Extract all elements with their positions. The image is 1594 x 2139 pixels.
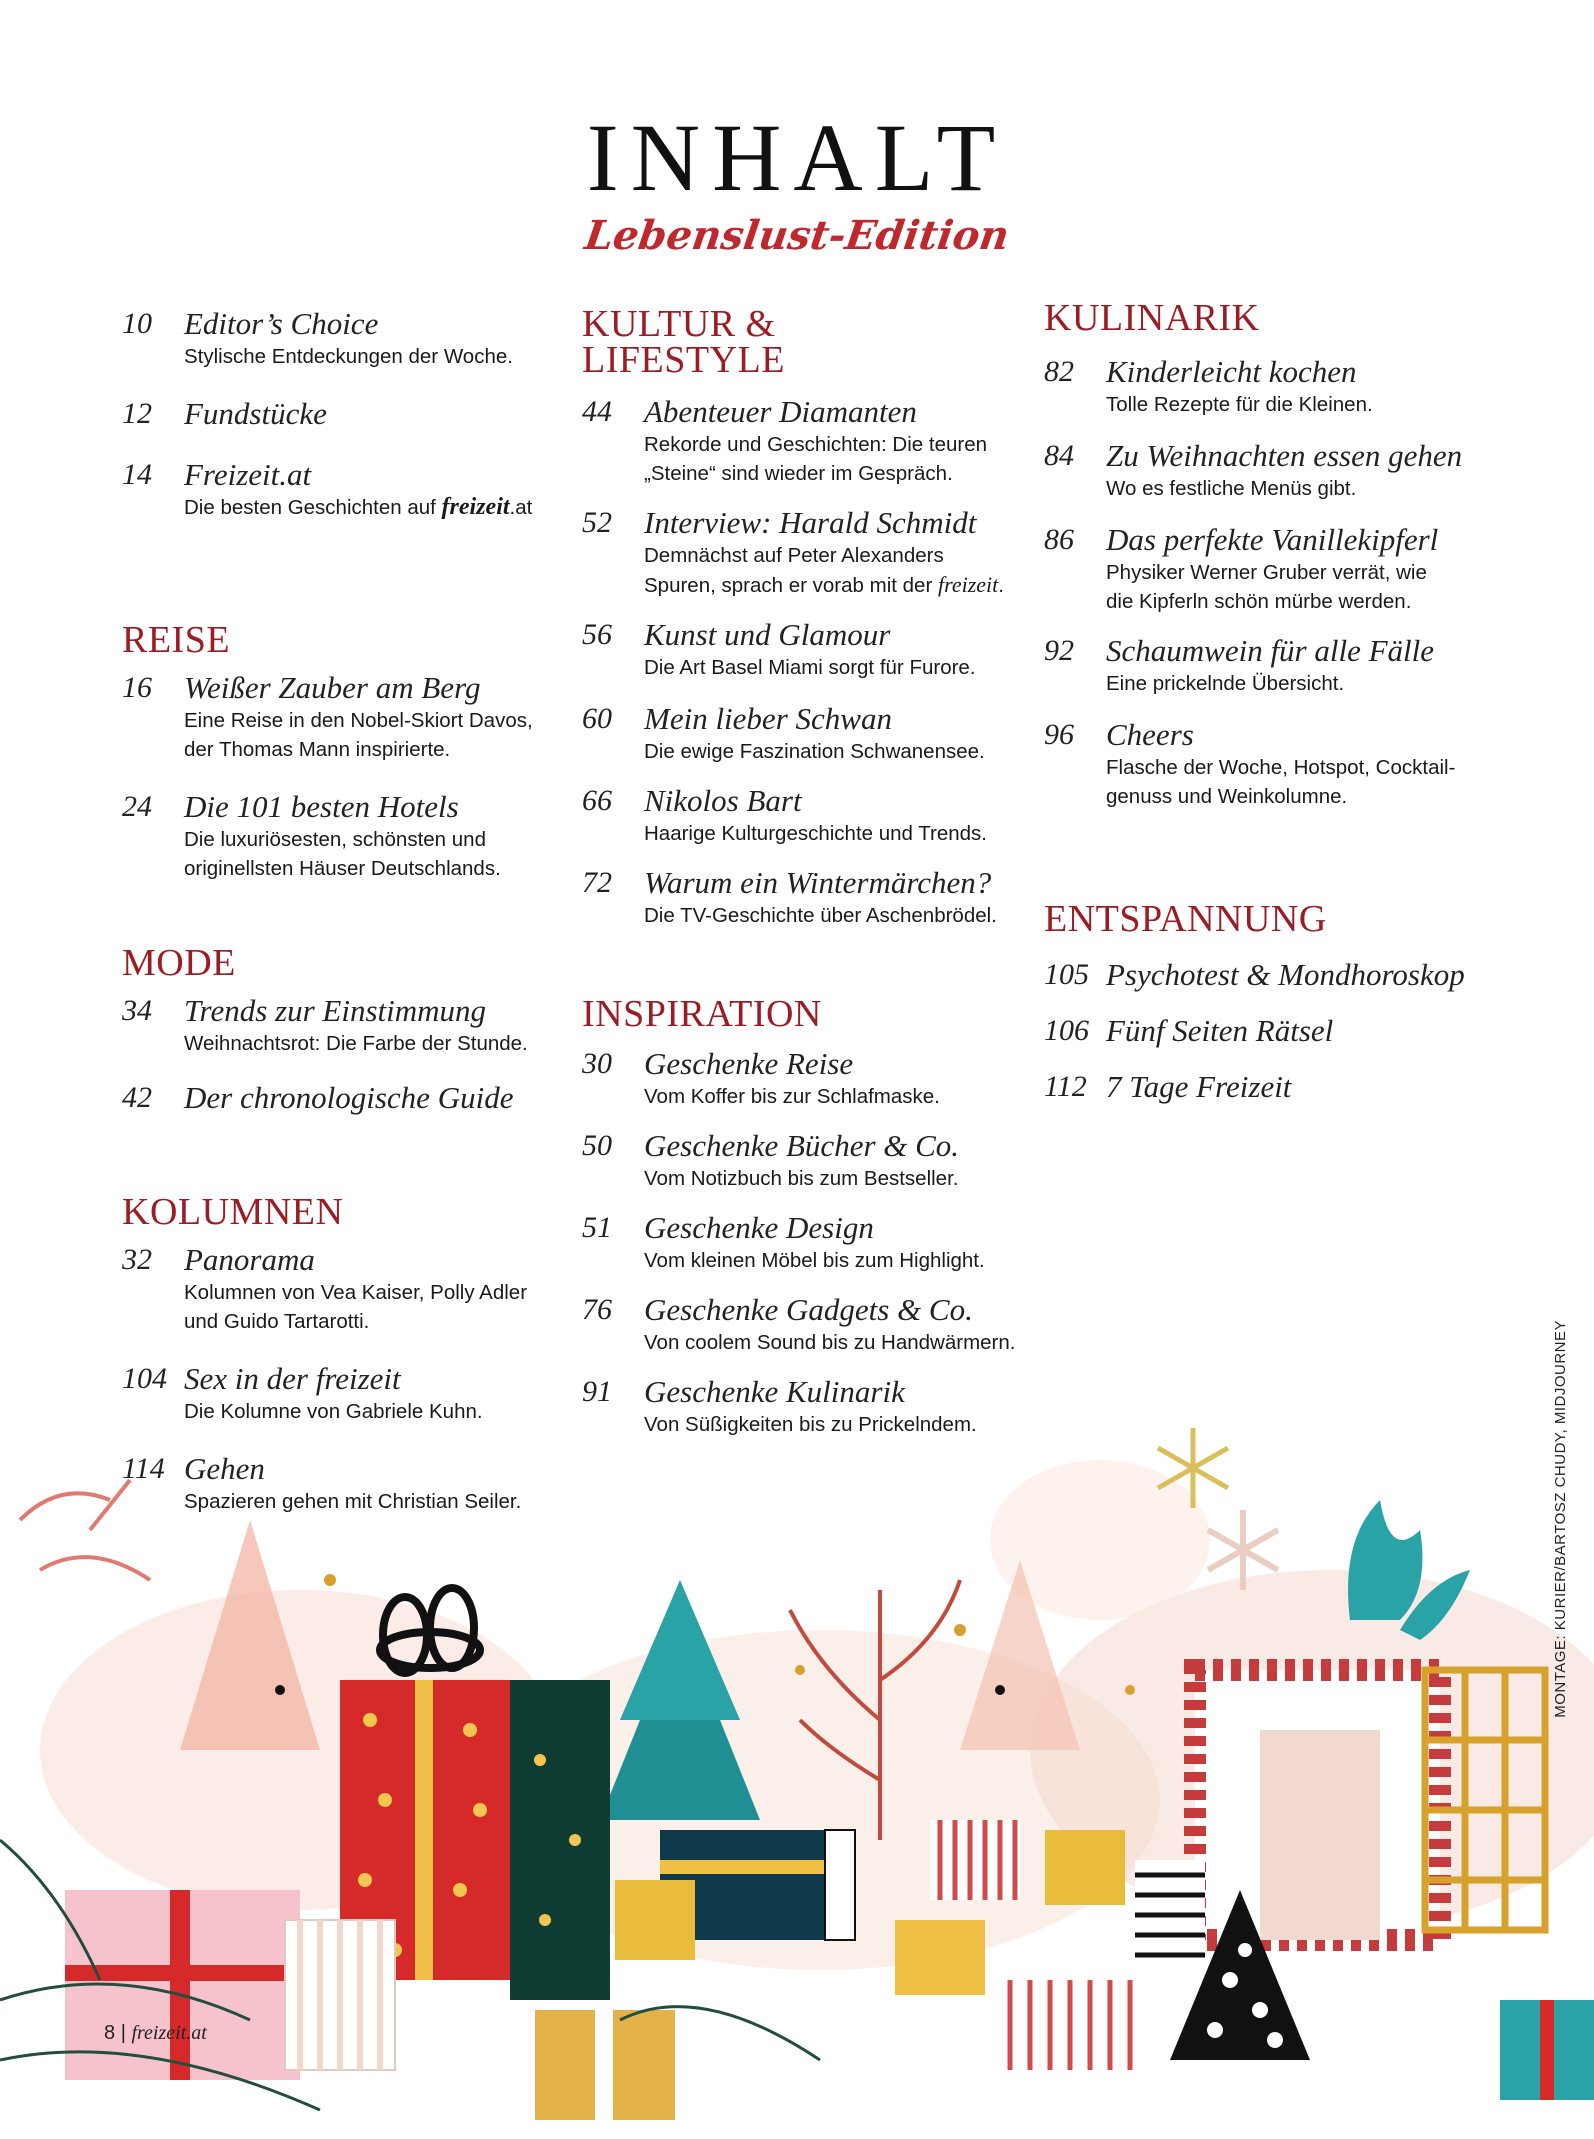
entry-title: Editor’s Choice bbox=[184, 306, 379, 341]
page-number: 84 bbox=[1044, 439, 1074, 472]
entry-title: Der chronologische Guide bbox=[184, 1080, 514, 1115]
entry-title: Cheers bbox=[1106, 717, 1194, 752]
toc-entry[interactable] bbox=[122, 670, 582, 764]
entry-title: Das perfekte Vanillekipferl bbox=[1106, 522, 1439, 557]
toc-entry[interactable] bbox=[122, 306, 582, 371]
toc-entry[interactable] bbox=[1044, 438, 1524, 503]
toc-column-2 bbox=[582, 303, 1042, 1439]
entry-desc: Flasche der Woche, Hotspot, Cocktail- bbox=[1106, 756, 1456, 779]
page-number: 92 bbox=[1044, 634, 1074, 667]
entry-desc: Die Art Basel Miami sorgt für Furore. bbox=[644, 656, 976, 679]
toc-entry[interactable] bbox=[1044, 522, 1524, 616]
page-number: 52 bbox=[582, 506, 612, 539]
page-number: 114 bbox=[122, 1452, 165, 1485]
entry-desc: Vom Notizbuch bis zum Bestseller. bbox=[644, 1167, 959, 1190]
page-number: 60 bbox=[582, 702, 612, 735]
entry-desc: originellsten Häuser Deutschlands. bbox=[184, 857, 501, 880]
entry-desc: Haarige Kulturgeschichte und Trends. bbox=[644, 822, 988, 845]
page-number: 24 bbox=[122, 790, 152, 823]
toc-entry[interactable] bbox=[582, 394, 1042, 488]
page-number: 34 bbox=[122, 994, 152, 1027]
entry-desc: die Kipferln schön mürbe werden. bbox=[1106, 590, 1412, 613]
entry-title: Weißer Zauber am Berg bbox=[184, 670, 481, 705]
entry-title: Panorama bbox=[184, 1242, 315, 1277]
entry-desc: Stylische Entdeckungen der Woche. bbox=[184, 345, 513, 368]
toc-entry[interactable] bbox=[1044, 633, 1524, 698]
freizeit-brand: freizeit bbox=[441, 494, 510, 520]
section-heading-kulinarik: KULINARIK bbox=[1044, 297, 1260, 339]
entry-title: Die 101 besten Hotels bbox=[184, 789, 459, 824]
toc-column-1 bbox=[122, 306, 582, 1516]
entry-desc: Rekorde und Geschichten: Die teuren bbox=[644, 433, 988, 456]
entry-desc: Eine prickelnde Übersicht. bbox=[1106, 672, 1345, 695]
toc-entry[interactable] bbox=[582, 1046, 1042, 1111]
section-heading-kolumnen: KOLUMNEN bbox=[122, 1191, 344, 1233]
entry-desc: Die TV-Geschichte über Aschenbrödel. bbox=[644, 904, 997, 927]
toc-entry[interactable] bbox=[122, 993, 582, 1058]
footer-separator: | bbox=[120, 2022, 126, 2044]
footer-page-number: 8 bbox=[104, 2022, 116, 2044]
page-number: 16 bbox=[122, 671, 152, 704]
page-number: 105 bbox=[1044, 958, 1089, 991]
christmas-gifts-illustration bbox=[0, 1420, 1594, 2139]
page-number: 112 bbox=[1044, 1070, 1087, 1103]
section-heading-kultur-lifestyle: KULTUR & LIFESTYLE bbox=[582, 303, 785, 381]
entry-desc: Weihnachtsrot: Die Farbe der Stunde. bbox=[184, 1032, 528, 1055]
entry-desc: Eine Reise in den Nobel-Skiort Davos, bbox=[184, 709, 533, 732]
entry-title: 7 Tage Freizeit bbox=[1106, 1069, 1292, 1104]
freizeit-brand: freizeit bbox=[937, 572, 999, 597]
toc-entry[interactable] bbox=[582, 701, 1042, 766]
page-number: 76 bbox=[582, 1293, 612, 1326]
entry-desc: Tolle Rezepte für die Kleinen. bbox=[1106, 393, 1373, 416]
entry-title: Geschenke Bücher & Co. bbox=[644, 1128, 960, 1163]
toc-column-3 bbox=[1044, 297, 1524, 1105]
page-number: 42 bbox=[122, 1081, 152, 1114]
section-heading-reise: REISE bbox=[122, 619, 231, 661]
entry-title: Warum ein Wintermärchen? bbox=[644, 865, 992, 900]
toc-entry[interactable] bbox=[122, 1361, 582, 1426]
page-title: INHALT bbox=[586, 104, 1008, 211]
toc-entry[interactable] bbox=[582, 865, 1042, 930]
toc-entry[interactable] bbox=[122, 789, 582, 883]
photo-credit: MONTAGE: KURIER/BARTOSZ CHUDY, MIDJOURNEY bbox=[1552, 1320, 1569, 1718]
entry-title: Kinderleicht kochen bbox=[1106, 354, 1357, 389]
entry-title: Geschenke Gadgets & Co. bbox=[644, 1292, 973, 1327]
entry-desc: Die besten Geschichten auf freizeit.at bbox=[184, 494, 533, 520]
entry-title: Interview: Harald Schmidt bbox=[644, 505, 977, 540]
toc-entry[interactable] bbox=[122, 457, 582, 522]
page-number: 56 bbox=[582, 618, 612, 651]
entry-title: Abenteuer Diamanten bbox=[644, 394, 917, 429]
entry-title: Schaumwein für alle Fälle bbox=[1106, 633, 1435, 668]
page-number: 86 bbox=[1044, 523, 1074, 556]
toc-entry[interactable] bbox=[1044, 957, 1524, 993]
entry-desc: Von coolem Sound bis zu Handwärmern. bbox=[644, 1331, 1016, 1354]
toc-entry[interactable] bbox=[582, 1292, 1042, 1357]
entry-title: Geschenke Reise bbox=[644, 1046, 854, 1081]
toc-entry[interactable] bbox=[582, 783, 1042, 848]
toc-entry[interactable] bbox=[122, 1242, 582, 1336]
entry-desc: Kolumnen von Vea Kaiser, Polly Adler bbox=[184, 1281, 528, 1304]
section-heading-inspiration: INSPIRATION bbox=[582, 993, 822, 1035]
page-number: 96 bbox=[1044, 718, 1074, 751]
page-number: 32 bbox=[122, 1243, 152, 1276]
entry-title: Gehen bbox=[184, 1451, 265, 1486]
entry-title: Fünf Seiten Rätsel bbox=[1106, 1013, 1334, 1048]
entry-desc: Die Kolumne von Gabriele Kuhn. bbox=[184, 1400, 483, 1423]
toc-entry[interactable] bbox=[1044, 1013, 1524, 1049]
entry-desc: Die ewige Faszination Schwanensee. bbox=[644, 740, 985, 763]
entry-desc: Vom kleinen Möbel bis zum Highlight. bbox=[644, 1249, 985, 1272]
page-number: 66 bbox=[582, 784, 612, 817]
page-number: 14 bbox=[122, 458, 152, 491]
page-number: 44 bbox=[582, 395, 612, 428]
entry-title: Fundstücke bbox=[184, 396, 327, 431]
page-number: 104 bbox=[122, 1362, 167, 1395]
toc-entry[interactable] bbox=[582, 617, 1042, 682]
toc-entry[interactable] bbox=[1044, 354, 1524, 419]
entry-desc: der Thomas Mann inspirierte. bbox=[184, 738, 451, 761]
entry-title: Freizeit.at bbox=[184, 457, 312, 492]
entry-desc: und Guido Tartarotti. bbox=[184, 1310, 370, 1333]
entry-title: Zu Weihnachten essen gehen bbox=[1106, 438, 1463, 473]
toc-entry[interactable] bbox=[582, 1128, 1042, 1193]
entry-title: Nikolos Bart bbox=[644, 783, 802, 818]
page-number: 106 bbox=[1044, 1014, 1089, 1047]
page-footer bbox=[104, 2022, 207, 2045]
entry-title: Mein lieber Schwan bbox=[644, 701, 892, 736]
section-heading-mode: MODE bbox=[122, 942, 236, 984]
entry-desc: Vom Koffer bis zur Schlafmaske. bbox=[644, 1085, 940, 1108]
entry-title: Sex in der freizeit bbox=[184, 1361, 401, 1396]
toc-entry[interactable] bbox=[582, 505, 1042, 600]
toc-entry[interactable] bbox=[1044, 717, 1524, 811]
entry-title: Trends zur Einstimmung bbox=[184, 993, 487, 1028]
entry-desc: Spazieren gehen mit Christian Seiler. bbox=[184, 1490, 522, 1513]
page-number: 50 bbox=[582, 1129, 612, 1162]
toc-entry[interactable] bbox=[122, 396, 582, 432]
footer-brand: freizeit.at bbox=[131, 2022, 207, 2044]
page-number: 91 bbox=[582, 1375, 612, 1408]
page-number: 10 bbox=[122, 307, 152, 340]
entry-title: Psychotest & Mondhoroskop bbox=[1106, 957, 1465, 992]
page-number: 30 bbox=[582, 1047, 612, 1080]
entry-desc: Physiker Werner Gruber verrät, wie bbox=[1106, 561, 1427, 584]
entry-desc: Spuren, sprach er vorab mit der freizeit. bbox=[644, 572, 1004, 597]
entry-desc: Demnächst auf Peter Alexanders bbox=[644, 544, 944, 567]
toc-entry[interactable] bbox=[1044, 1069, 1524, 1105]
entry-desc: Wo es festliche Menüs gibt. bbox=[1106, 477, 1357, 500]
entry-title: Geschenke Kulinarik bbox=[644, 1374, 905, 1409]
toc-entry[interactable] bbox=[122, 1080, 582, 1116]
toc-entry[interactable] bbox=[582, 1210, 1042, 1275]
section-heading-entspannung: ENTSPANNUNG bbox=[1044, 898, 1327, 940]
page-subtitle: Lebenslust-Edition bbox=[581, 212, 1013, 259]
page-number: 82 bbox=[1044, 355, 1074, 388]
entry-desc: Von Süßigkeiten bis zu Prickelndem. bbox=[644, 1413, 977, 1436]
entry-desc: genuss und Weinkolumne. bbox=[1106, 785, 1348, 808]
entry-desc: Die luxuriösesten, schönsten und bbox=[184, 828, 486, 851]
entry-title: Kunst und Glamour bbox=[644, 617, 891, 652]
entry-desc: „Steine“ sind wieder im Gespräch. bbox=[644, 462, 953, 485]
page-number: 51 bbox=[582, 1211, 612, 1244]
page-number: 72 bbox=[582, 866, 612, 899]
entry-title: Geschenke Design bbox=[644, 1210, 874, 1245]
page-number: 12 bbox=[122, 397, 152, 430]
